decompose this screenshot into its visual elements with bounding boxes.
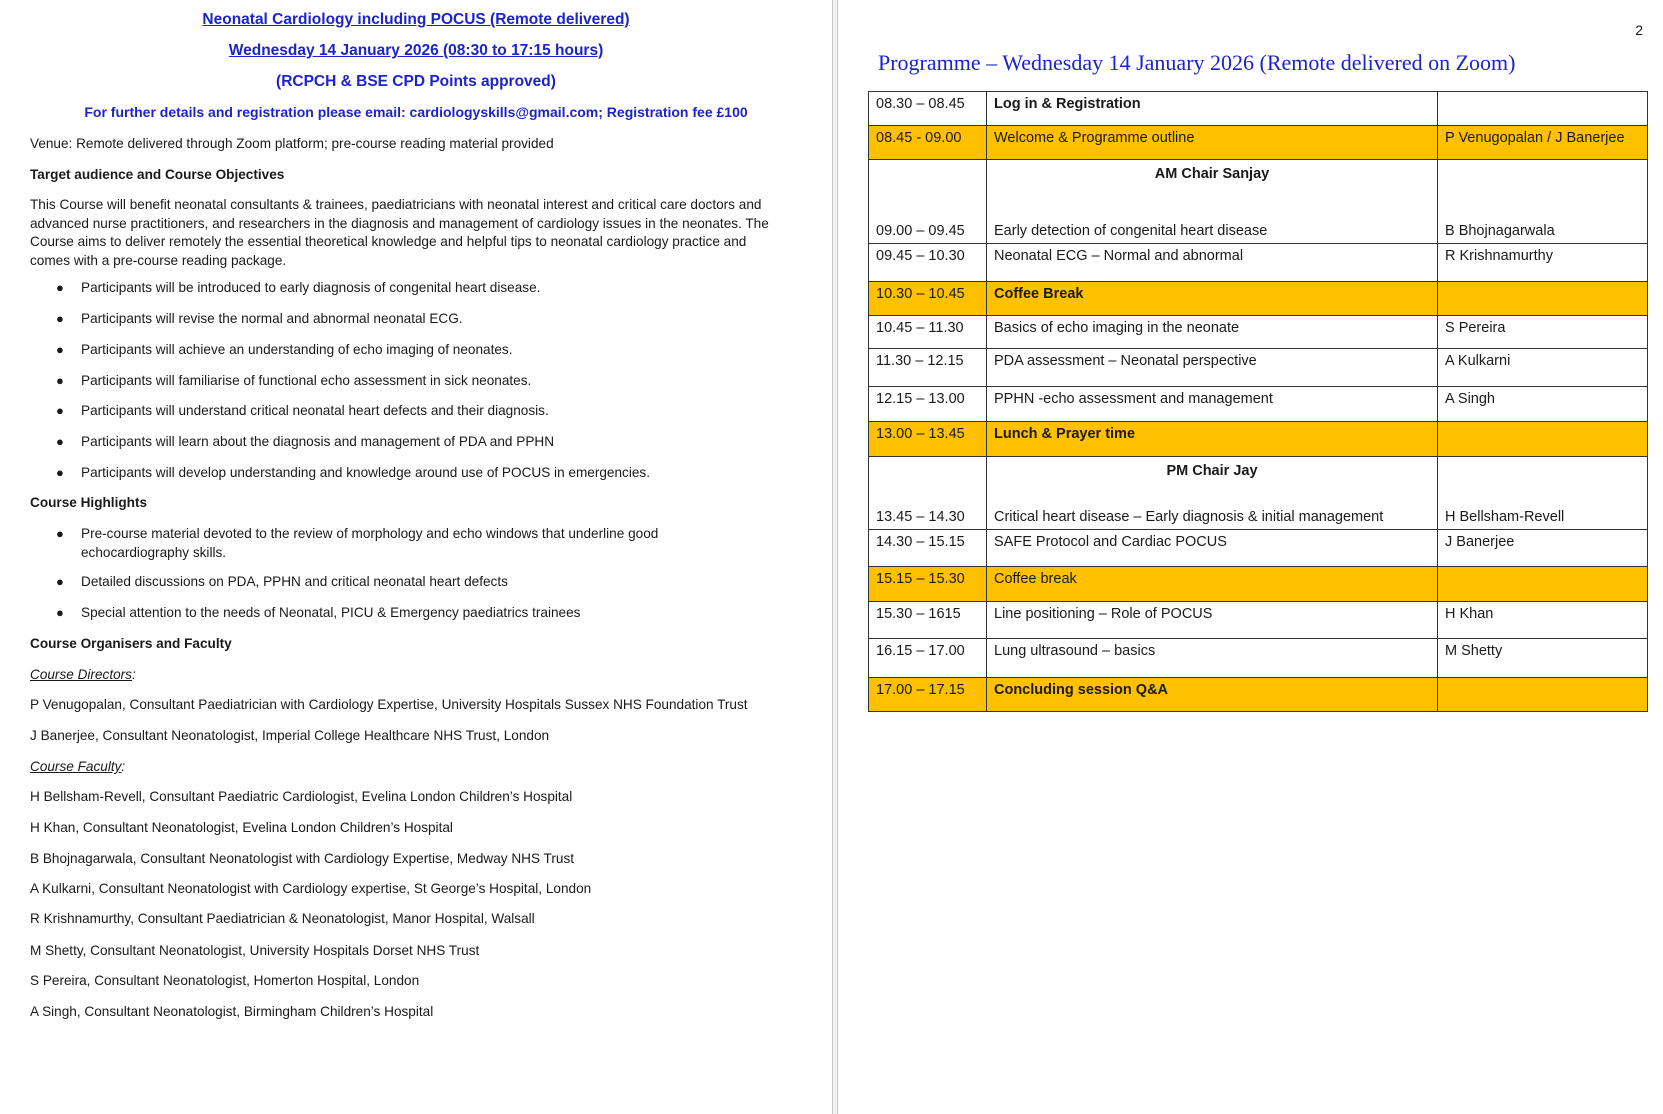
intro-paragraph: This Course will benefit neonatal consultants & trainees, paediatricians with neonatal interest and critical care doctors and advanced nurse practitioners, and researchers in the diagnosis and management of cardiology issues in the neonates. The Course aims to deliver remotely the essential theoretical knowledge and helpful tips to neonatal cardiology practice and comes with a pre-course reading package.	[30, 197, 769, 268]
programme-page	[838, 0, 1663, 1114]
organisers-heading: Course Organisers and Faculty	[30, 636, 232, 651]
session-title: Coffee Break	[987, 282, 1438, 316]
session-speaker	[1438, 282, 1648, 316]
session-speaker: M Shetty	[1438, 639, 1648, 678]
programme-table	[868, 91, 1648, 712]
programme-title: Programme – Wednesday 14 January 2026 (Remote delivered on Zoom)	[878, 50, 1516, 75]
session-title	[987, 457, 1438, 530]
programme-row	[869, 92, 1648, 126]
faculty-entry: A Kulkarni, Consultant Neonatologist with Cardiology expertise, St George’s Hospital, London	[30, 881, 592, 896]
course-date: Wednesday 14 January 2026 (08:30 to 17:15 hours)	[228, 42, 604, 59]
session-speaker: H Khan	[1438, 602, 1648, 639]
programme-row	[869, 530, 1648, 567]
session-title: Lung ultrasound – basics	[987, 639, 1438, 678]
session-time: 11.30 – 12.15	[869, 349, 987, 387]
session-title: Neonatal ECG – Normal and abnormal	[987, 244, 1438, 282]
programme-row	[869, 387, 1648, 422]
session-speaker: S Pereira	[1438, 316, 1648, 349]
session-speaker: A Kulkarni	[1438, 349, 1648, 387]
session-title-text: Early detection of congenital heart disease	[994, 223, 1268, 239]
session-title: Concluding session Q&A	[987, 678, 1438, 712]
programme-row	[869, 639, 1648, 678]
programme-row	[869, 567, 1648, 602]
session-title	[987, 160, 1438, 244]
session-title: PPHN -echo assessment and management	[987, 387, 1438, 422]
session-speaker	[1438, 567, 1648, 602]
session-speaker	[1438, 92, 1648, 126]
session-speaker: J Banerjee	[1438, 530, 1648, 567]
faculty-entry: H Khan, Consultant Neonatologist, Evelina London Children’s Hospital	[30, 820, 453, 835]
programme-row	[869, 160, 1648, 244]
faculty-entry: H Bellsham-Revell, Consultant Paediatric Cardiologist, Evelina London Children’s Hospital	[30, 789, 573, 804]
session-time: 13.45 – 14.30	[869, 457, 987, 530]
course-info-page: Neonatal Cardiology including POCUS (Remote delivered) Wednesday 14 January 2026 (08:30 to 17:15 hours) (RCPCH & BSE CPD Points approved) For further details and registration please email: cardiologyskills@gmail.com; Registration fee £100 Venue: Remote delivered through Zoom platform; pre-course reading material provided Target audience and Course Objectives This Course will benefit neonatal consultants & trainees, paediatricians with neonatal interest and critical care doctors and advanced nurse practitioners, and researchers in the diagnosis and management of cardiology issues in the neonates. The Course aims to deliver remotely the essential theoretical knowledge and helpful tips to neonatal cardiology practice and comes with a pre-course reading package. ● Participants will be introduced to early diagnosis of congenital heart disease. ● Participants will revise the normal and abnormal neonatal ECG. ● Participants will achieve an understanding of echo imaging of neonates. ● Participants will familiarise of functional echo assessment in sick neonates. ● Participants will understand critical neonatal heart defects and their diagnosis. ● Participants will learn about the diagnosis and management of PDA and PPHN ● Participants will develop understanding and knowledge around use of POCUS in emergencies. Course Highlights ● Pre-course material devoted to the review of morphology and echo windows that underline good echocardiography skills. ● Detailed discussions on PDA, PPHN and critical neonatal heart defects ● Special attention to the needs of Neonatal, PICU & Emergency paediatrics trainees Course Organisers and Faculty Course Directors: P Venugopalan, Consultant Paediatrician with Cardiology Expertise, University Hospitals Sussex NHS Foundation Trust J Banerjee, Consultant Neonatologist, Imperial College Healthcare NHS Trust, London Course Faculty: H Bellsham-Revell, Consultant Paediatric Cardiologist, Evelina London Children’s Hospital H Khan, Consultant Neonatologist, Evelina London Children’s Hospital B Bhojnagarwala, Consultant Neonatologist with Cardiology Expertise, Medway NHS Trust A Kulkarni, Consultant Neonatologist with Cardiology expertise, St George’s Hospital, London R Krishnamurthy, Consultant Paediatrician & Neonatologist, Manor Hospital, Walsall M Shetty, Consultant Neonatologist, University Hospitals Dorset NHS Trust S Pereira, Consultant Neonatologist, Homerton Hospital, London A Singh, Consultant Neonatologist, Birmingham Children’s Hospital	[0, 0, 832, 1114]
cpd-approval: (RCPCH & BSE CPD Points approved)	[276, 73, 556, 90]
session-title: Welcome & Programme outline	[987, 126, 1438, 160]
programme-row	[869, 126, 1648, 160]
programme-row	[869, 457, 1648, 530]
programme-row	[869, 678, 1648, 712]
session-speaker: A Singh	[1438, 387, 1648, 422]
directors-label: Course Directors:	[30, 667, 136, 682]
session-title: Line positioning – Role of POCUS	[987, 602, 1438, 639]
objectives-heading: Target audience and Course Objectives	[30, 167, 285, 182]
session-time: 16.15 – 17.00	[869, 639, 987, 678]
faculty-entry: S Pereira, Consultant Neonatologist, Homerton Hospital, London	[30, 973, 420, 988]
chair-label: PM Chair Jay	[1166, 463, 1258, 479]
faculty-entry: M Shetty, Consultant Neonatologist, University Hospitals Dorset NHS Trust	[30, 943, 480, 958]
session-time: 15.30 – 1615	[869, 602, 987, 639]
session-time: 15.15 – 15.30	[869, 567, 987, 602]
session-speaker	[1438, 678, 1648, 712]
session-title: PDA assessment – Neonatal perspective	[987, 349, 1438, 387]
session-title-text: Critical heart disease – Early diagnosis & initial management	[994, 509, 1384, 525]
programme-row	[869, 349, 1648, 387]
session-time: 08.30 – 08.45	[869, 92, 987, 126]
session-time: 08.45 - 09.00	[869, 126, 987, 160]
director-entry: P Venugopalan, Consultant Paediatrician with Cardiology Expertise, University Hospitals Sussex NHS Foundation Trust	[30, 697, 748, 712]
session-speaker: B Bhojnagarwala	[1438, 160, 1648, 244]
session-speaker: P Venugopalan / J Banerjee	[1438, 126, 1648, 160]
director-entry: J Banerjee, Consultant Neonatologist, Imperial College Healthcare NHS Trust, London	[30, 728, 550, 743]
programme-row	[869, 316, 1648, 349]
session-time: 17.00 – 17.15	[869, 678, 987, 712]
session-time: 09.45 – 10.30	[869, 244, 987, 282]
programme-row	[869, 244, 1648, 282]
session-speaker: R Krishnamurthy	[1438, 244, 1648, 282]
session-speaker	[1438, 422, 1648, 457]
session-time: 10.45 – 11.30	[869, 316, 987, 349]
session-title: SAFE Protocol and Cardiac POCUS	[987, 530, 1438, 567]
faculty-entry: R Krishnamurthy, Consultant Paediatrician & Neonatologist, Manor Hospital, Walsall	[30, 911, 535, 926]
programme-row	[869, 282, 1648, 316]
session-time: 13.00 – 13.45	[869, 422, 987, 457]
registration-info: For further details and registration please email: cardiologyskills@gmail.com; Registration fee £100	[84, 104, 748, 120]
faculty-entry: B Bhojnagarwala, Consultant Neonatologist with Cardiology Expertise, Medway NHS Trust	[30, 851, 575, 866]
session-title: Basics of echo imaging in the neonate	[987, 316, 1438, 349]
venue-text: Venue: Remote delivered through Zoom platform; pre-course reading material provided	[30, 136, 554, 151]
session-time: 10.30 – 10.45	[869, 282, 987, 316]
session-speaker: H Bellsham-Revell	[1438, 457, 1648, 530]
session-time: 14.30 – 15.15	[869, 530, 987, 567]
session-title: Coffee break	[987, 567, 1438, 602]
course-title: Neonatal Cardiology including POCUS (Remote delivered)	[202, 11, 630, 28]
chair-label: AM Chair Sanjay	[1154, 166, 1270, 182]
programme-row	[869, 422, 1648, 457]
session-title: Log in & Registration	[987, 92, 1438, 126]
session-time: 09.00 – 09.45	[869, 160, 987, 244]
session-title: Lunch & Prayer time	[987, 422, 1438, 457]
page-number: 2	[1635, 22, 1643, 38]
highlights-heading: Course Highlights	[30, 495, 148, 510]
faculty-label: Course Faculty:	[30, 759, 126, 774]
session-time: 12.15 – 13.00	[869, 387, 987, 422]
programme-row	[869, 602, 1648, 639]
faculty-entry: A Singh, Consultant Neonatologist, Birmingham Children’s Hospital	[30, 1004, 434, 1019]
